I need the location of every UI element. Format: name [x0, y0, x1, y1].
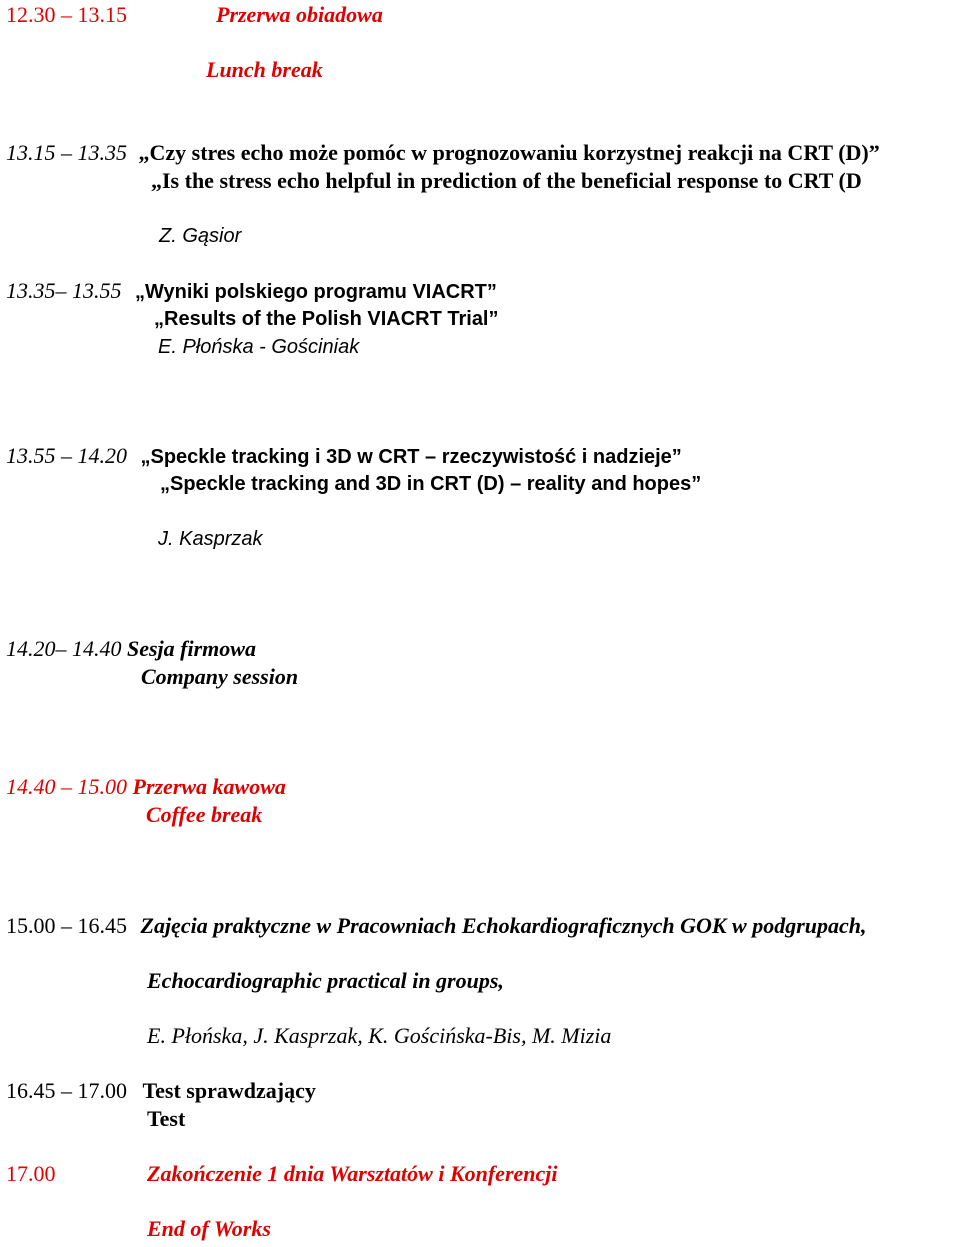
session-viacrt [6, 278, 497, 305]
speaker-stress-echo: Z. Gąsior [159, 225, 242, 247]
session-company [6, 636, 256, 662]
time-company: 14.20– 14.40 [6, 636, 122, 661]
session-stress-echo [6, 140, 880, 166]
time-closing: 17.00 [6, 1161, 56, 1186]
title-practical-en: Echocardiographic practical in groups, [147, 968, 504, 993]
time-speckle: 13.55 – 14.20 [6, 443, 127, 468]
title-viacrt-en: „Results of the Polish VIACRT Trial” [154, 308, 499, 330]
time-test: 16.45 – 17.00 [6, 1078, 127, 1103]
title-stress-echo-en: „Is the stress echo helpful in prediction of the beneficial response to CRT (D [151, 168, 862, 193]
title-lunch-en: Lunch break [206, 57, 323, 82]
title-speckle-en: „Speckle tracking and 3D in CRT (D) – reality and hopes” [160, 473, 702, 495]
time-viacrt: 13.35– 13.55 [6, 278, 122, 303]
title-test-en: Test [147, 1106, 186, 1131]
time-practical: 15.00 – 16.45 [6, 913, 127, 938]
session-practical [6, 913, 867, 939]
title-viacrt-pl: „Wyniki polskiego programu VIACRT” [135, 281, 497, 303]
title-coffee-en: Coffee break [146, 802, 263, 827]
title-stress-echo-pl: „Czy stres echo może pomóc w prognozowaniu korzystnej reakcji na CRT (D)” [138, 140, 880, 165]
time-lunch: 12.30 – 13.15 [6, 2, 127, 27]
title-speckle-pl: „Speckle tracking i 3D w CRT – rzeczywistość i nadzieje” [140, 446, 682, 468]
speaker-practical: E. Płońska, J. Kasprzak, K. Gościńska-Bis, M. Mizia [147, 1023, 612, 1048]
speaker-speckle: J. Kasprzak [158, 528, 263, 550]
time-coffee: 14.40 – 15.00 [6, 774, 127, 799]
title-test-pl: Test sprawdzający [142, 1078, 316, 1103]
title-company-en: Company session [141, 664, 299, 689]
session-coffee [6, 774, 286, 800]
title-closing-pl: Zakończenie 1 dnia Warsztatów i Konferencji [147, 1161, 558, 1186]
title-lunch-pl: Przerwa obiadowa [216, 2, 383, 27]
title-practical-pl: Zajęcia praktyczne w Pracowniach Echokardiograficznych GOK w podgrupach, [140, 913, 867, 938]
title-company-pl: Sesja firmowa [127, 636, 256, 661]
session-speckle [6, 443, 682, 470]
speaker-viacrt: E. Płońska - Gościniak [158, 336, 360, 358]
time-stress-echo: 13.15 – 13.35 [6, 140, 127, 165]
title-closing-en: End of Works [147, 1216, 271, 1241]
title-coffee-pl: Przerwa kawowa [132, 774, 286, 799]
session-test [6, 1078, 316, 1104]
